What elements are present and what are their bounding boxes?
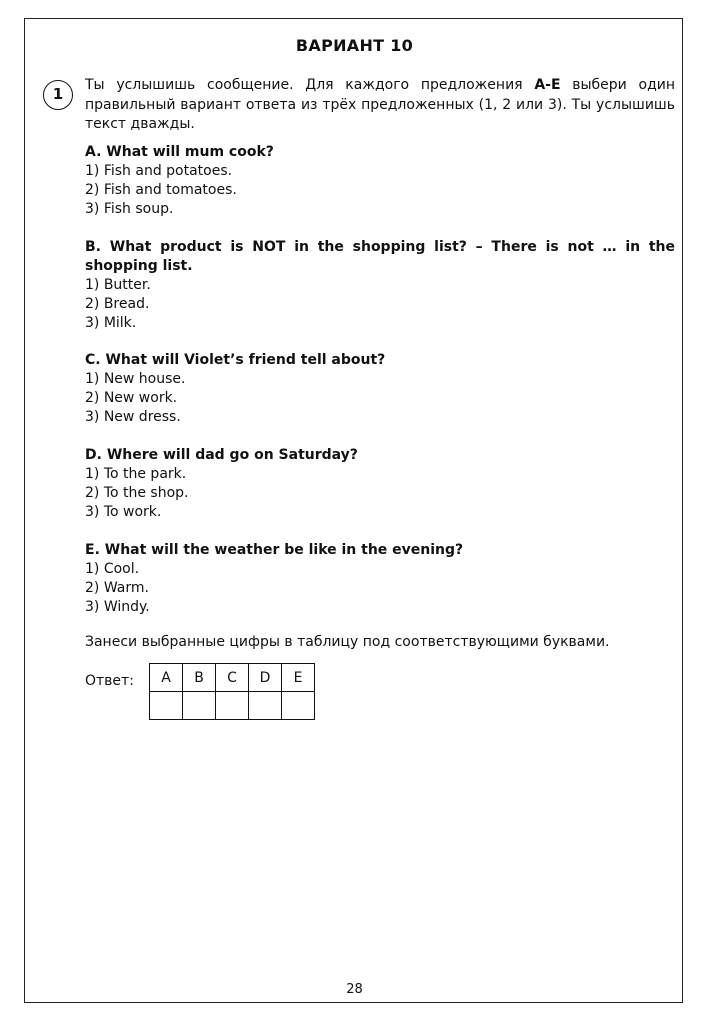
question-a xyxy=(85,143,675,219)
answer-option: 1) To the park. xyxy=(85,466,187,482)
question-c xyxy=(85,351,675,427)
answer-column-d: D xyxy=(249,664,282,692)
page-number: 28 xyxy=(346,982,363,997)
instruction-text-end: выбери один правильный вариант ответа из трёх предложенных (1, 2 или 3). Ты услышишь текст дважды. xyxy=(85,77,675,132)
answer-option: 1) Cool. xyxy=(85,561,140,577)
answer-input-row xyxy=(150,692,315,720)
answer-option: 1) New house. xyxy=(85,371,186,387)
page-title: ВАРИАНТ 10 xyxy=(295,36,414,55)
answer-option: 2) Bread. xyxy=(85,296,150,312)
question-b xyxy=(85,238,675,333)
question-text: C. What will Violet’s friend tell about? xyxy=(85,352,386,368)
question-d xyxy=(85,446,675,522)
answer-option: 2) Warm. xyxy=(85,580,149,596)
answer-option: 2) New work. xyxy=(85,390,178,406)
answer-header-row xyxy=(150,664,315,692)
question-text: A. What will mum cook? xyxy=(85,144,274,160)
answer-column-a: A xyxy=(150,664,183,692)
answer-column-b: B xyxy=(183,664,216,692)
question-text: E. What will the weather be like in the evening? xyxy=(85,542,464,558)
answer-option: 3) Fish soup. xyxy=(85,201,174,217)
instruction-letters: А-Е xyxy=(534,77,561,93)
question-text: D. Where will dad go on Saturday? xyxy=(85,447,358,463)
answer-cell-c[interactable] xyxy=(216,692,249,720)
answer-column-e: E xyxy=(282,664,315,692)
answer-option: 1) Butter. xyxy=(85,277,151,293)
task-instruction xyxy=(85,76,675,135)
answer-option: 3) Windy. xyxy=(85,599,150,615)
answer-option: 3) Milk. xyxy=(85,315,137,331)
answer-table xyxy=(149,663,315,720)
answer-option: 1) Fish and potatoes. xyxy=(85,163,233,179)
answer-instruction: Занеси выбранные цифры в таблицу под соответствующими буквами. xyxy=(85,634,610,650)
answer-option: 2) To the shop. xyxy=(85,485,189,501)
instruction-text-start: Ты услышишь сообщение. Для каждого предложения xyxy=(85,77,535,93)
answer-cell-a[interactable] xyxy=(150,692,183,720)
answer-cell-d[interactable] xyxy=(249,692,282,720)
answer-column-c: C xyxy=(216,664,249,692)
answer-cell-e[interactable] xyxy=(282,692,315,720)
question-text: B. What product is NOT in the shopping list? – There is not … in the shopping list. xyxy=(85,239,675,274)
answer-label: Ответ: xyxy=(85,673,134,689)
answer-cell-b[interactable] xyxy=(183,692,216,720)
answer-option: 2) Fish and tomatoes. xyxy=(85,182,237,198)
answer-option: 3) New dress. xyxy=(85,409,181,425)
answer-option: 3) To work. xyxy=(85,504,162,520)
question-e xyxy=(85,541,675,617)
task-number-badge: 1 xyxy=(43,80,73,110)
